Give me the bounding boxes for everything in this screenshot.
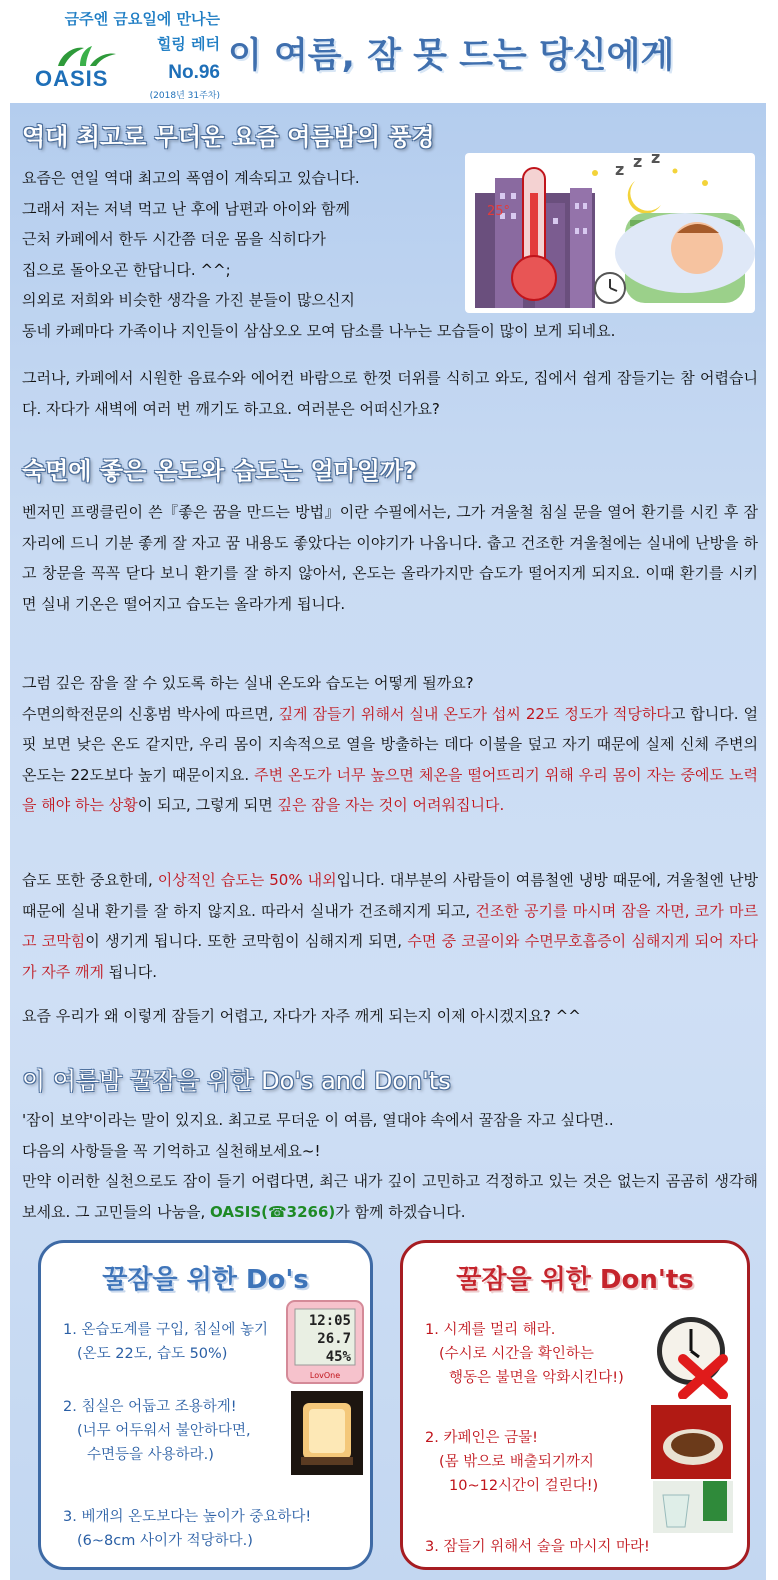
page-title: 이 여름, 잠 못 드는 당신에게 bbox=[228, 36, 675, 76]
highlight-deep-sleep-hard: 깊은 잠을 자는 것이 어려워집니다. bbox=[277, 796, 505, 814]
section3-paragraph: '잠이 보약'이라는 말이 있지요. 최고로 무더운 이 여름, 열대야 속에서 꿀잠을 자고 싶다면.. 다음의 사항들을 꼭 기억하고 실천해보세요~! 만약 이러한 실천으로도 잠이 들기 어렵다면, 최근 내가 깊이 고민하고 걱정하고 있는 것은 없는지 곰곰히 생각해보세요. 그 고민들의 나눔을, OASIS(☎3266)가 함께 하겠습니다. bbox=[22, 1111, 758, 1221]
thermo-hygrometer-image bbox=[285, 1299, 365, 1385]
oasis-logo bbox=[10, 8, 220, 101]
svg-text:45%: 45% bbox=[325, 1349, 351, 1365]
clock-crossed-image bbox=[653, 1311, 733, 1399]
mood-lamp-image bbox=[291, 1391, 363, 1475]
svg-text:z: z bbox=[651, 153, 661, 167]
section-title-summer-night: 역대 최고로 무더운 요즘 여름밤의 풍경 bbox=[22, 123, 435, 151]
header-tagline-1: 금주엔 금요일에 만나는 bbox=[64, 10, 220, 28]
sleepless-illustration bbox=[465, 153, 755, 313]
logo-text: OASIS bbox=[35, 66, 109, 91]
section2-paragraph-2: 그럼 깊은 잠을 잘 수 있도록 하는 실내 온도와 습도는 어떻게 될까요? 수면의학전문의 신홍범 박사에 따르면, 깊게 잠들기 위해서 실내 온도가 섭씨 22도 정도가 적당하다고 합니다. 얼핏 보면 낮은 온도 같지만, 우리 몸이 지속적으로 열을 방출하는 데다 이불을 덮고 자기 때문에 실제 신체 주변의 온도는 22도보다 높기 때문이지요. 주변 온도가 너무 높으면 체온을 떨어뜨리기 위해 우리 몸이 자는 중에도 노력을 해야 하는 상황이 되고, 그렇게 되면 깊은 잠을 자는 것이 어려워집니다. bbox=[22, 674, 759, 814]
dos-item-2: 2. 침실은 어둡고 조용하게! (너무 어두워서 불안하다면, 수면등을 사용하라.) bbox=[63, 1399, 251, 1463]
soju-glass-image bbox=[653, 1481, 733, 1533]
svg-text:z: z bbox=[615, 160, 625, 179]
svg-text:z: z bbox=[633, 153, 643, 171]
donts-item-2: 2. 카페인은 금물! (몸 밖으로 배출되기까지 10~12시간이 걸린다!) bbox=[425, 1430, 599, 1494]
section-title-temp-humidity: 숙면에 좋은 온도와 습도는 얼마일까? bbox=[22, 457, 418, 485]
dos-item-1: 1. 온습도계를 구입, 침실에 놓기 (온도 22도, 습도 50%) bbox=[63, 1322, 268, 1362]
section2-paragraph-1: 벤저민 프랭클린이 쓴『좋은 꿈을 만드는 방법』이란 수필에서는, 그가 겨울철 침실 문을 열어 환기를 시킨 후 잠자리에 드니 기분 좋게 잘 자고 꿈 내용도 좋았다는 이야기가 나옵니다. 춥고 건조한 겨울철에는 실내에 난방을 하고 창문을 꼭꼭 닫다 보니 환기를 잘 하지 않아서, 온도는 올라가지만 습도가 떨어지게 되지요. 이때 환기를 시키면 실내 기온은 떨어지고 습도는 올라가게 됩니다. bbox=[22, 503, 758, 613]
donts-box bbox=[400, 1240, 750, 1570]
newsletter-body bbox=[10, 103, 766, 1580]
svg-text:26.7: 26.7 bbox=[317, 1331, 351, 1347]
donts-item-1: 1. 시계를 멀리 해라. (수시로 시간을 확인하는 행동은 불면을 악화시킨다!) bbox=[425, 1322, 624, 1386]
illus-temp-label: 25° bbox=[487, 204, 511, 219]
section2-paragraph-4: 요즘 우리가 왜 이렇게 잠들기 어렵고, 자다가 자주 깨게 되는지 이제 아시겠지요? ^^ bbox=[22, 1007, 581, 1025]
dos-box bbox=[38, 1240, 373, 1570]
section1-paragraph-2: 그러나, 카페에서 시원한 음료수와 에어컨 바람으로 한껏 더위를 식히고 와도, 집에서 쉽게 잠들기는 참 어렵습니다. 자다가 새벽에 여러 번 깨기도 하고요. 여러분은 어떠신가요? bbox=[22, 369, 758, 418]
highlight-body-effort: 주변 온도가 너무 높으면 체온을 떨어뜨리기 위해 우리 몸이 자는 중에도 노력을 해야 하는 상황 bbox=[22, 765, 758, 814]
section2-paragraph-3: 습도 또한 중요한데, 이상적인 습도는 50% 내외입니다. 대부분의 사람들이 여름철엔 냉방 때문에, 겨울철엔 난방 때문에 실내 환기를 잘 하지 않지요. 따라서 실내가 건조해지게 되고, 건조한 공기를 마시며 잠을 자면, 코가 마르고 코막힘이 생기게 됩니다. 또한 코막힘이 심해지게 되면, 수면 중 코골이와 수면무호흡증이 심해지게 되어 자다가 자주 깨게 됩니다. bbox=[22, 871, 759, 981]
issue-number: No.96 bbox=[168, 62, 220, 83]
section1-intro-paragraph: 요즘은 연일 역대 최고의 폭염이 계속되고 있습니다. 그래서 저는 저녁 먹고 난 후에 남편과 아이와 함께 근처 카페에서 한두 시간쯤 더운 몸을 식히다가 집으로 돌아오곤 한답니다. ^^; 의외로 저희와 비슷한 생각을 가진 분들이 많으신지 bbox=[22, 169, 360, 309]
svg-text:LovOne: LovOne bbox=[309, 1371, 341, 1380]
highlight-humidity-50: 이상적인 습도는 50% 내외 bbox=[157, 871, 337, 889]
dos-item-3: 3. 베개의 온도보다는 높이가 중요하다! (6~8cm 사이가 적당하다.) bbox=[63, 1509, 312, 1549]
section-title-dos-donts: 이 여름밤 꿀잠을 위한 Do's and Don'ts bbox=[22, 1067, 451, 1095]
section1-intro-last-line: 동네 카페마다 가족이나 지인들이 삼삼오오 모여 담소를 나누는 모습들이 많이 보게 되네요. bbox=[22, 322, 616, 340]
highlight-22-degrees: 깊게 잠들기 위해서 실내 온도가 섭씨 22도 정도가 적당하다 bbox=[278, 704, 671, 723]
donts-title: 꿀잠을 위한 Don'ts bbox=[456, 1265, 694, 1295]
dos-title: 꿀잠을 위한 Do's bbox=[102, 1265, 309, 1295]
oasis-contact: OASIS(☎3266) bbox=[210, 1202, 336, 1221]
highlight-dry-air: 건조한 공기를 마시며 잠을 자면, 코가 마르고 코막힘 bbox=[22, 901, 758, 950]
issue-week: (2018년 31주차) bbox=[149, 91, 220, 101]
header-tagline-2: 힐링 레터 bbox=[156, 35, 220, 53]
svg-text:12:05: 12:05 bbox=[308, 1313, 351, 1329]
header bbox=[0, 0, 778, 100]
highlight-snoring: 수면 중 코골이와 수면무호흡증이 심해지게 되어 자다가 자주 깨게 bbox=[22, 932, 758, 981]
coffee-cup-image bbox=[651, 1405, 731, 1479]
logo-leaf-icon bbox=[50, 44, 120, 68]
donts-item-3: 3. 잠들기 위해서 술을 마시지 마라! bbox=[425, 1539, 650, 1555]
